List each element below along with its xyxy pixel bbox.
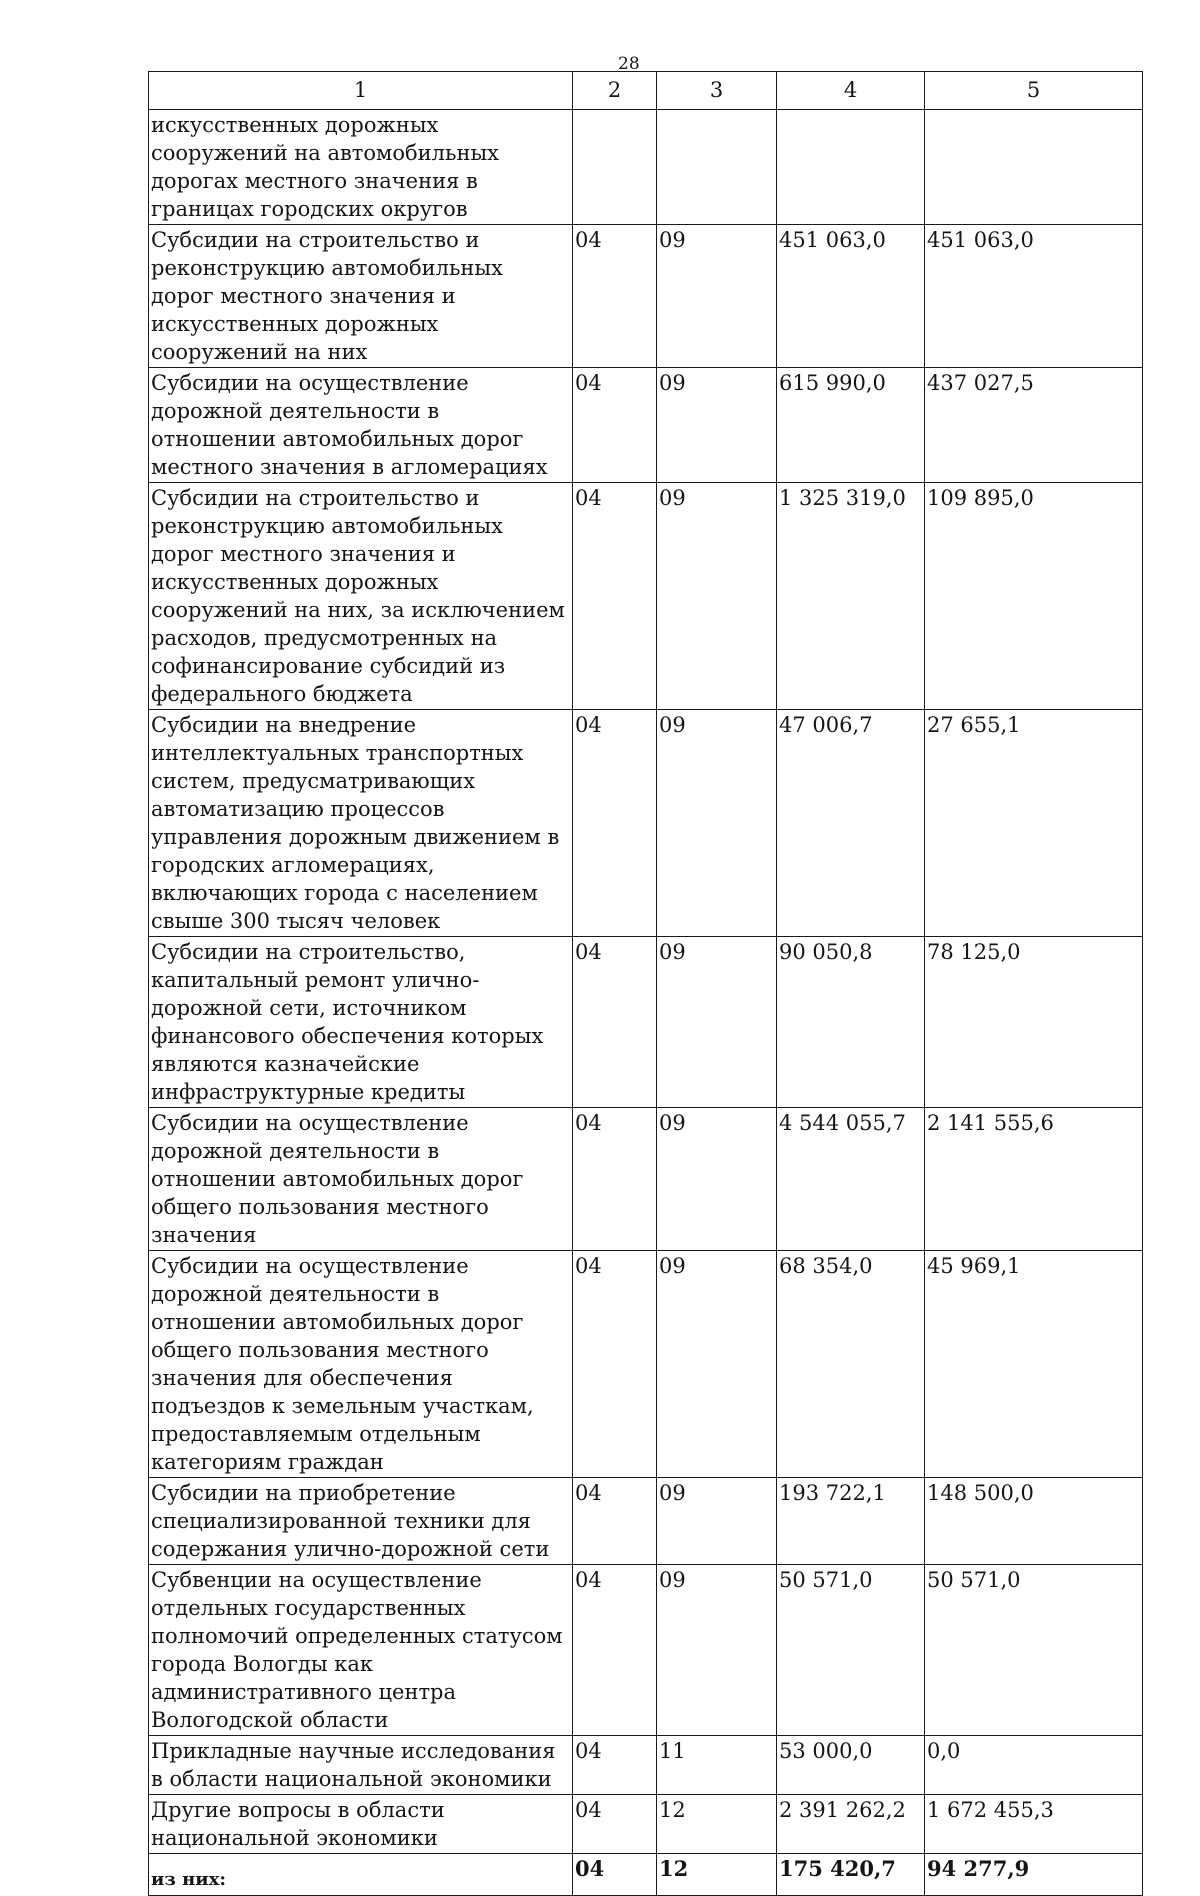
row-amount-col5: 148 500,0 <box>925 1478 1143 1565</box>
row-description: Субсидии на строительство и реконструкцию автомобильных дорог местного значения и искусственных дорожных сооружений на них <box>149 225 573 368</box>
row-section-code: 04 <box>573 1854 657 1896</box>
row-section-code: 04 <box>573 1565 657 1736</box>
row-description: Субсидии на приобретение специализированной техники для содержания улично-дорожной сети <box>149 1478 573 1565</box>
row-description: Субсидии на осуществление дорожной деятельности в отношении автомобильных дорог общего пользования местного значения <box>149 1108 573 1251</box>
row-amount-col5: 1 672 455,3 <box>925 1795 1143 1854</box>
page-number: 28 <box>618 54 640 74</box>
table-row <box>149 1736 1143 1795</box>
row-amount-col5: 437 027,5 <box>925 368 1143 483</box>
row-amount-col5: 45 969,1 <box>925 1251 1143 1478</box>
row-section-code: 04 <box>573 483 657 710</box>
row-amount-col4: 1 325 319,0 <box>777 483 925 710</box>
table-row <box>149 110 1143 225</box>
column-header-5: 5 <box>925 72 1143 110</box>
row-section-code: 04 <box>573 368 657 483</box>
row-subsection-code <box>657 110 777 225</box>
row-amount-col4 <box>777 110 925 225</box>
column-header-1: 1 <box>149 72 573 110</box>
row-amount-col5: 0,0 <box>925 1736 1143 1795</box>
row-subsection-code: 09 <box>657 483 777 710</box>
row-amount-col4: 53 000,0 <box>777 1736 925 1795</box>
table-row <box>149 1565 1143 1736</box>
column-header-3: 3 <box>657 72 777 110</box>
table-body <box>149 110 1143 1896</box>
row-subsection-code: 09 <box>657 1478 777 1565</box>
row-subsection-code: 09 <box>657 1565 777 1736</box>
row-amount-col4: 2 391 262,2 <box>777 1795 925 1854</box>
row-amount-col5 <box>925 110 1143 225</box>
row-section-code <box>573 110 657 225</box>
row-description: Другие вопросы в области национальной экономики <box>149 1795 573 1854</box>
row-section-code: 04 <box>573 710 657 937</box>
row-amount-col4: 193 722,1 <box>777 1478 925 1565</box>
row-amount-col4: 4 544 055,7 <box>777 1108 925 1251</box>
row-amount-col4: 68 354,0 <box>777 1251 925 1478</box>
row-section-code: 04 <box>573 225 657 368</box>
row-description: искусственных дорожных сооружений на автомобильных дорогах местного значения в границах городских округов <box>149 110 573 225</box>
row-subsection-code: 12 <box>657 1795 777 1854</box>
table-row <box>149 1795 1143 1854</box>
table-row <box>149 710 1143 937</box>
row-subsection-code: 11 <box>657 1736 777 1795</box>
row-amount-col5: 451 063,0 <box>925 225 1143 368</box>
row-amount-col4: 451 063,0 <box>777 225 925 368</box>
row-amount-col4: 175 420,7 <box>777 1854 925 1896</box>
row-description: Прикладные научные исследования в области национальной экономики <box>149 1736 573 1795</box>
row-section-code: 04 <box>573 1736 657 1795</box>
row-amount-col5: 94 277,9 <box>925 1854 1143 1896</box>
row-amount-col4: 47 006,7 <box>777 710 925 937</box>
table-row <box>149 225 1143 368</box>
row-subsection-code: 09 <box>657 225 777 368</box>
column-header-4: 4 <box>777 72 925 110</box>
row-subsection-code: 09 <box>657 368 777 483</box>
table-row <box>149 368 1143 483</box>
row-amount-col4: 615 990,0 <box>777 368 925 483</box>
row-subsection-code: 09 <box>657 937 777 1108</box>
column-header-2: 2 <box>573 72 657 110</box>
table-row <box>149 1854 1143 1896</box>
row-description: Субвенции на осуществление отдельных государственных полномочий определенных статусом города Вологды как административного центра Вологодской области <box>149 1565 573 1736</box>
row-amount-col5: 27 655,1 <box>925 710 1143 937</box>
row-section-code: 04 <box>573 1251 657 1478</box>
row-description: Субсидии на строительство, капитальный ремонт улично-дорожной сети, источником финансового обеспечения которых являются казначейские инфраструктурные кредиты <box>149 937 573 1108</box>
row-amount-col5: 78 125,0 <box>925 937 1143 1108</box>
table-row <box>149 1478 1143 1565</box>
row-section-code: 04 <box>573 1795 657 1854</box>
row-subsection-code: 12 <box>657 1854 777 1896</box>
row-description: из них: <box>149 1854 573 1896</box>
table-row <box>149 937 1143 1108</box>
row-section-code: 04 <box>573 1108 657 1251</box>
table-row <box>149 483 1143 710</box>
row-description: Субсидии на осуществление дорожной деятельности в отношении автомобильных дорог общего пользования местного значения для обеспечения подъездов к земельным участкам, предоставляемым отдельным категориям граждан <box>149 1251 573 1478</box>
row-description: Субсидии на строительство и реконструкцию автомобильных дорог местного значения и искусственных дорожных сооружений на них, за исключением расходов, предусмотренных на софинансирование субсидий из федерального бюджета <box>149 483 573 710</box>
row-subsection-code: 09 <box>657 710 777 937</box>
row-amount-col4: 50 571,0 <box>777 1565 925 1736</box>
row-subsection-code: 09 <box>657 1108 777 1251</box>
row-amount-col5: 109 895,0 <box>925 483 1143 710</box>
budget-table <box>148 71 1143 1896</box>
table-row <box>149 1108 1143 1251</box>
row-section-code: 04 <box>573 937 657 1108</box>
row-description: Субсидии на осуществление дорожной деятельности в отношении автомобильных дорог местного значения в агломерациях <box>149 368 573 483</box>
row-amount-col5: 2 141 555,6 <box>925 1108 1143 1251</box>
table-header-row <box>149 72 1143 110</box>
row-amount-col5: 50 571,0 <box>925 1565 1143 1736</box>
row-subsection-code: 09 <box>657 1251 777 1478</box>
row-amount-col4: 90 050,8 <box>777 937 925 1108</box>
table-row <box>149 1251 1143 1478</box>
row-description: Субсидии на внедрение интеллектуальных транспортных систем, предусматривающих автоматизацию процессов управления дорожным движением в городских агломерациях, включающих города с населением свыше 300 тысяч человек <box>149 710 573 937</box>
row-section-code: 04 <box>573 1478 657 1565</box>
